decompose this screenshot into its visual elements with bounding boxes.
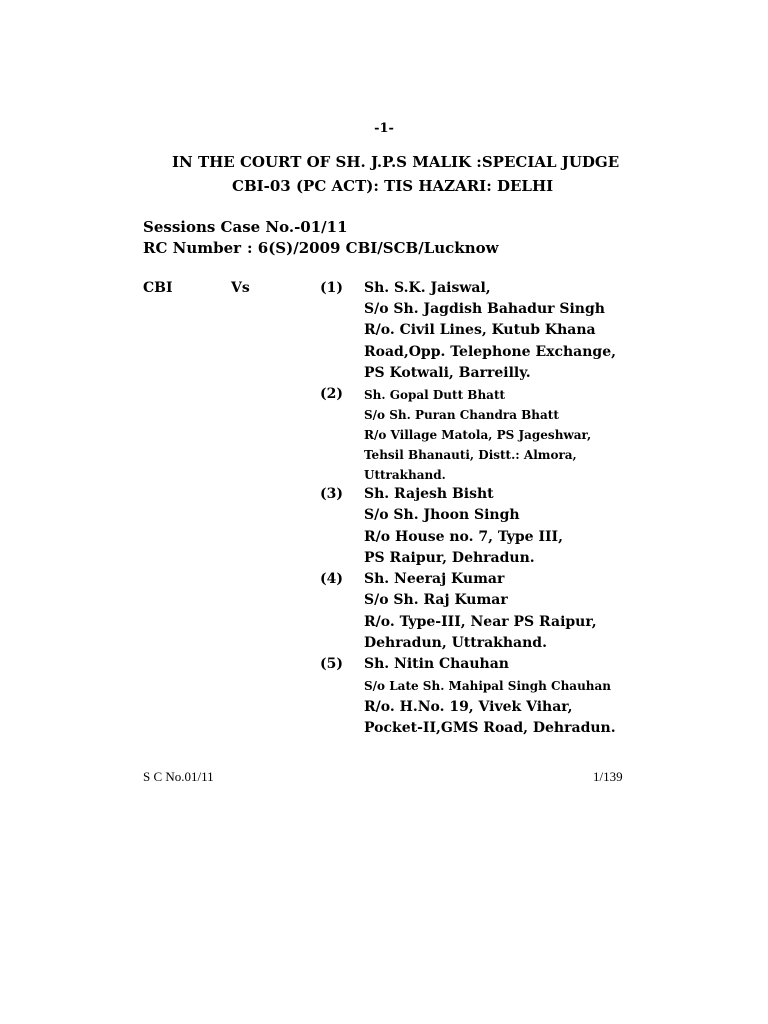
- accused-line: Tehsil Bhanauti, Distt.: Almora,: [364, 448, 577, 462]
- page-number: -1-: [374, 121, 394, 136]
- accused-number: (2): [320, 386, 343, 402]
- complainant: CBI: [143, 280, 173, 296]
- accused-number: (3): [320, 486, 343, 502]
- accused-number: (5): [320, 656, 343, 672]
- accused-line: R/o House no. 7, Type III,: [364, 529, 563, 545]
- accused-line: PS Kotwali, Barreilly.: [364, 365, 531, 381]
- rc-number-value: : 6(S)/2009 CBI/SCB/Lucknow: [247, 239, 499, 257]
- court-title-line2: CBI-03 (PC ACT): TIS HAZARI: DELHI: [232, 177, 554, 195]
- sessions-case-number: Sessions Case No.-01/11: [143, 218, 348, 236]
- accused-line: S/o Sh. Jhoon Singh: [364, 507, 520, 523]
- accused-line: S/o Late Sh. Mahipal Singh Chauhan: [364, 679, 612, 693]
- accused-line: Dehradun, Uttrakhand.: [364, 635, 547, 651]
- accused-line: S/o Sh. Raj Kumar: [364, 592, 508, 608]
- rc-number-label: RC Number: [143, 239, 242, 257]
- footer-page-count: 1/139: [593, 769, 623, 784]
- accused-line: Sh. Neeraj Kumar: [364, 571, 505, 587]
- accused-line: R/o Village Matola, PS Jageshwar,: [364, 428, 592, 442]
- accused-line: Road,Opp. Telephone Exchange,: [364, 344, 616, 360]
- versus-label: Vs: [231, 280, 250, 296]
- accused-line: S/o Sh. Puran Chandra Bhatt: [364, 408, 559, 422]
- accused-line: Uttrakhand.: [364, 468, 446, 482]
- accused-line: Sh. Gopal Dutt Bhatt: [364, 388, 506, 402]
- accused-line: Sh. S.K. Jaiswal,: [364, 280, 491, 296]
- accused-line: Pocket-II,GMS Road, Dehradun.: [364, 720, 616, 736]
- accused-number: (4): [320, 571, 343, 587]
- accused-line: R/o. Civil Lines, Kutub Khana: [364, 322, 596, 338]
- accused-number: (1): [320, 280, 343, 296]
- court-title-line1: IN THE COURT OF SH. J.P.S MALIK :SPECIAL JUDGE: [172, 153, 620, 171]
- footer-case-ref: S C No.01/11: [143, 769, 214, 784]
- accused-line: S/o Sh. Jagdish Bahadur Singh: [364, 301, 605, 317]
- accused-line: Sh. Rajesh Bisht: [364, 486, 494, 502]
- accused-line: Sh. Nitin Chauhan: [364, 656, 509, 672]
- accused-line: R/o. H.No. 19, Vivek Vihar,: [364, 699, 573, 715]
- accused-line: PS Raipur, Dehradun.: [364, 550, 535, 566]
- accused-line: R/o. Type-III, Near PS Raipur,: [364, 614, 597, 630]
